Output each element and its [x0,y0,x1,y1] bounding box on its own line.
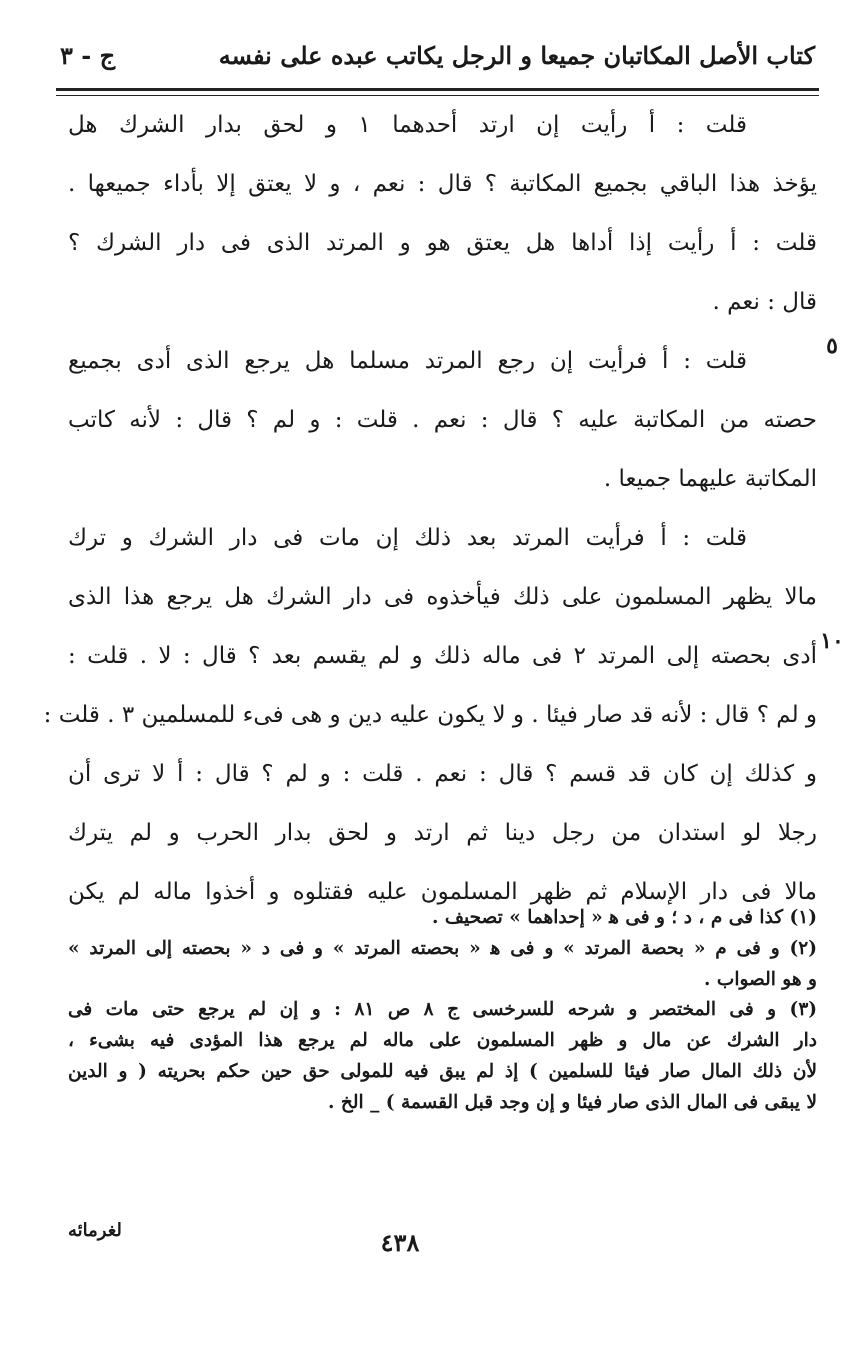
text-line: رجلا لو استدان من رجل دينا ثم ارتد و لحق بدار الحرب و لم يترك [68,820,817,846]
text-line: يؤخذ هذا الباقي بجميع المكاتبة ؟ قال : نعم ، و لا يعتق إلا بأداء جميعها . [68,171,817,197]
text-line: المكاتبة عليهما جميعا . [603,466,817,492]
running-header [60,30,815,80]
footnote-line: (٣) و فى المختصر و شرحه للسرخسى ج ٨ ص ٨١ : و إن لم يرجع حتى مات فى [68,999,818,1021]
header-title: كتاب الأصل المكاتبان جميعا و الرجل يكاتب عبده على نفسه [218,40,815,70]
text-line: أدى بحصته إلى المرتد ۲ فى ماله ذلك و لم يقسم بعد ؟ قال : لا . قلت : [68,643,817,669]
footnote-line: (٢) و فى م « بحصة المرتد » و فى ﻫ « بحصته المرتد » و فى د « بحصته إلى المرتد » [68,937,817,959]
text-line: قلت : أ فرأيت المرتد بعد ذلك إن مات فى دار الشرك و ترك [68,525,747,551]
text-line: قلت : أ رأيت إذا أداها هل يعتق هو و المرتد الذى فى دار الشرك ؟ [68,230,817,256]
text-line: مالا يظهر المسلمون على ذلك فيأخذوه فى دار الشرك هل يرجع هذا الذى [68,584,817,610]
footnote-line: (١) كذا فى م ، د ؛ و فى ﻫ « إحداهما » تصحيف . [432,907,817,928]
text-line: و كذلك إن كان قد قسم ؟ قال : نعم . قلت : و لم ؟ قال : أ لا ترى أن [68,761,817,787]
main-text [43,96,817,922]
footnote-line: دار الشرك عن مال و ظهر المسلمون على ماله لم يرجع هذا المؤدى فيه بشىء ، [68,1030,817,1052]
footnote-line: لأن ذلك المال صار فيئا للسلمين ) إذ لم يبق فيه للمولى حق حين حكم بحريته ( و الدين [68,1060,817,1082]
text-line: قلت : أ فرأيت إن رجع المرتد مسلما هل يرجع الذى أدى بجميع [68,348,747,374]
footnotes [68,903,817,1119]
text-line: قال : نعم . [712,289,817,315]
page-number: ٤٣٨ [380,1228,420,1257]
line-number-5: ٥ [826,333,838,359]
text-line: مالا فى دار الإسلام ثم ظهر المسلمون عليه فقتلوه و أخذوا ماله لم يكن [68,879,817,905]
text-line: حصته من المكاتبة عليه ؟ قال : نعم . قلت : و لم ؟ قال : لأنه كاتب [68,407,817,433]
header-volume: ج - ٣ [60,40,116,70]
catchword: لغرمائه [68,1220,122,1241]
text-line: و لم ؟ قال : لأنه قد صار فيئا . و لا يكون عليه دين و هى فىء للمسلمين ۳ . قلت : [43,702,817,728]
footnote-line: لا يبقى فى المال الذى صار فيئا و إن وجد قبل القسمة ) _ الخ . [328,1091,817,1113]
header-rule-thick [56,88,819,91]
text-line: قلت : أ رأيت إن ارتد أحدهما ۱ و لحق بدار الشرك هل [68,112,747,138]
line-number-10: ١٠ [820,628,844,654]
footnote-line: و هو الصواب . [704,968,817,990]
